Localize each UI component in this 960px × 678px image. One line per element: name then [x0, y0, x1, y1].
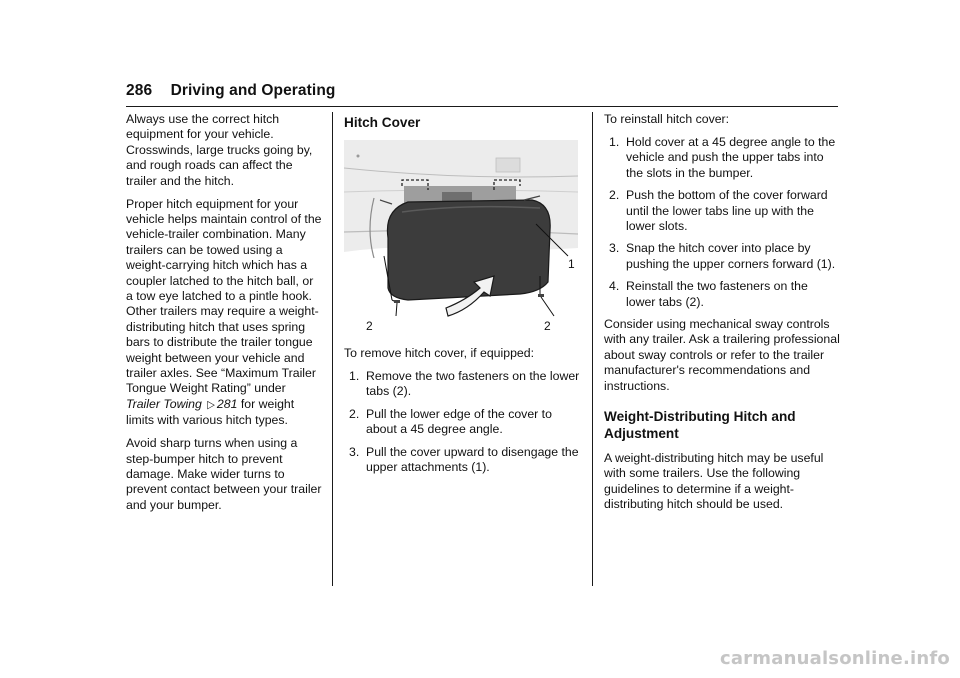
column-middle — [344, 112, 580, 482]
list-item — [604, 188, 840, 234]
step-text: Snap the hitch cover into place by pushing the upper corners forward (1). — [626, 241, 836, 271]
step-text: Push the bottom of the cover forward until the lower tabs line up with the lower slots. — [626, 188, 828, 233]
hitch-cover-figure — [344, 140, 578, 336]
step-number: 3. — [349, 444, 360, 459]
step-number: 1. — [349, 368, 360, 383]
hitch-cover-illustration — [344, 140, 578, 336]
column-divider-right — [592, 112, 593, 586]
step-text: Pull the lower edge of the cover to about a 45 degree angle. — [366, 406, 552, 437]
column-right — [604, 112, 840, 520]
step-text: Reinstall the two fasteners on the lower tabs (2). — [626, 279, 808, 309]
step-number: 3. — [609, 241, 620, 256]
step-text: Pull the cover upward to disengage the upper attachments (1). — [366, 444, 579, 474]
column-divider-left — [332, 112, 333, 586]
removal-intro: To remove hitch cover, if equipped: — [344, 346, 535, 360]
step-number: 1. — [609, 134, 620, 149]
paragraph-weight-distributing: A weight-distributing hitch may be useful with some trailers. Use the following guidelines to determine if a weight-distributing hitch should be used. — [604, 451, 824, 512]
callout-2-right: 2 — [544, 319, 551, 333]
callout-2-left: 2 — [366, 319, 373, 333]
list-item — [604, 241, 840, 272]
page-reference-icon: ▷ — [207, 398, 215, 411]
step-text: Remove the two fasteners on the lower tabs (2). — [366, 368, 580, 399]
paragraph-proper-hitch-text: Proper hitch equipment for your vehicle helps maintain control of the vehicle-trailer combination. Many trailers can be towed using a weight-carrying hitch which has a coupler latched to the hitch ball, or a tow eye latched to a pintle hook. Other trailers may require a weight-distributing hitch that uses spring bars to distribute the trailer tongue weight between your vehicle and trailer axles. See “Maximum Trailer Tongue Weight Rating” under — [126, 196, 322, 396]
paragraph-hitch-equipment: Always use the correct hitch equipment for your vehicle. Crosswinds, large trucks going by, and rough roads can affect the trailer and the hitch. — [126, 112, 313, 188]
reinstall-steps — [604, 135, 840, 310]
heading-weight-distributing-hitch: Weight-Distributing Hitch and Adjustment — [604, 409, 796, 441]
paragraph-proper-hitch — [126, 197, 322, 429]
step-text: Hold cover at a 45 degree angle to the vehicle and push the upper tabs into the slots in the bumper. — [626, 134, 836, 180]
step-number: 2. — [349, 406, 360, 421]
column-left — [126, 112, 322, 521]
paragraph-sharp-turns: Avoid sharp turns when using a step-bumper hitch to prevent damage. Make wider turns to prevent contact between your trailer and your bumper. — [126, 436, 322, 512]
callout-1: 1 — [568, 257, 575, 271]
step-number: 4. — [609, 279, 620, 294]
heading-hitch-cover: Hitch Cover — [344, 115, 421, 130]
reinstall-intro: To reinstall hitch cover: — [604, 112, 730, 126]
step-number: 2. — [609, 188, 620, 203]
page-number: 286 — [126, 82, 153, 99]
list-item — [344, 407, 580, 438]
section-title: Driving and Operating — [170, 82, 336, 99]
list-item — [344, 445, 580, 476]
list-item — [604, 135, 840, 181]
list-item — [344, 369, 580, 400]
removal-steps — [344, 369, 580, 475]
xref-page-number[interactable]: 281 — [216, 396, 238, 411]
paragraph-sway-controls: Consider using mechanical sway controls with any trailer. Ask a trailering professional about sway controls or refer to the trailer manufacturer's recommendations and instructions. — [604, 316, 840, 393]
site-watermark: carmanualsonline.info — [719, 648, 950, 669]
xref-link-trailer-towing[interactable]: Trailer Towing — [126, 396, 202, 411]
running-header — [126, 82, 838, 107]
xref-trailing-text: for weight limits with various hitch types. — [126, 396, 295, 428]
list-item — [604, 279, 840, 310]
